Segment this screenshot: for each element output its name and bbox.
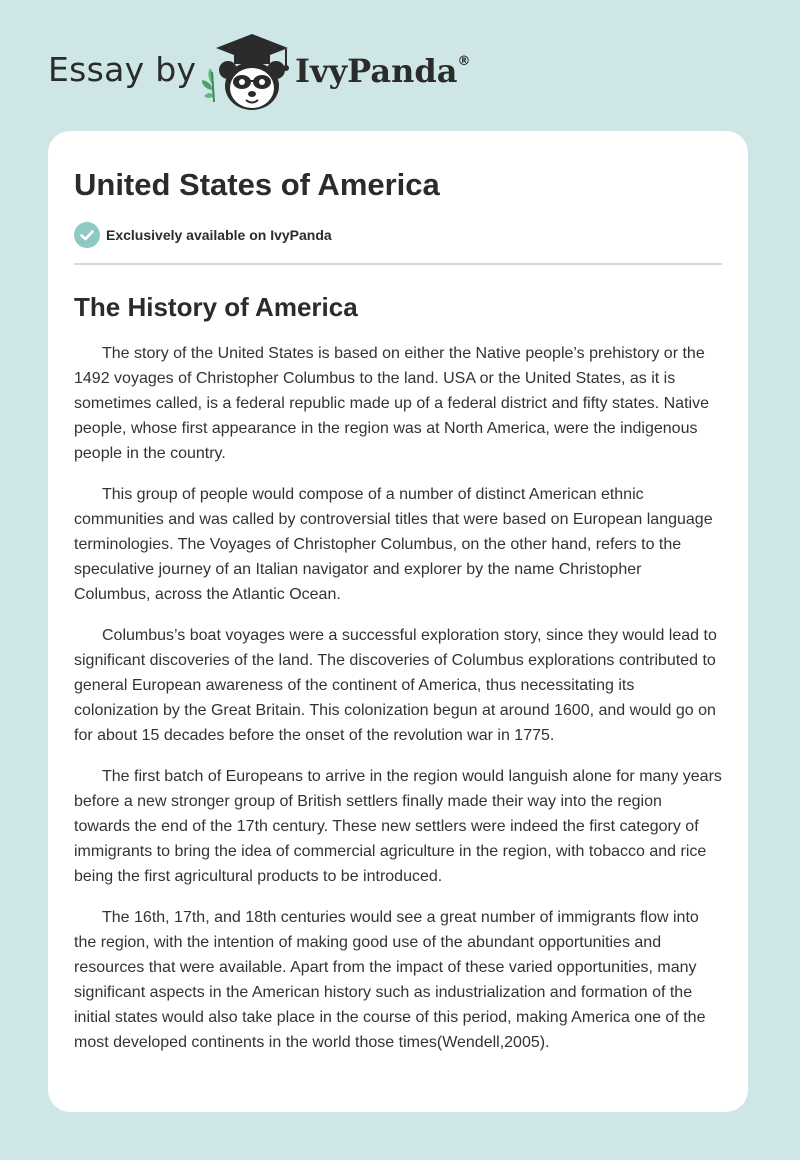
paragraph-5: The 16th, 17th, and 18th centuries would see a great number of immigrants flow into the region, with the intention of making good use of the abundant opportunities and resources that were available. Apart from the impact of these varied opportunities, many significant aspects in the American history such as industrialization and formation of the initial states would also take place in the course of this period, making America one of the most developed continents in the world those times(Wendell,2005). [74, 909, 706, 1051]
brand-text: IvyPanda [295, 52, 458, 90]
panda-graduate-logo-icon[interactable] [200, 32, 294, 112]
paragraph-2: This group of people would compose of a number of distinct American ethnic communities and was called by controversial titles that were based on European language terminologies. The Voyages of Christopher Columbus, on the other hand, refers to the speculative journey of an Italian navigator and explorer by the name Christopher Columbus, across the Atlantic Ocean. [74, 486, 713, 603]
essay-by-label: Essay by [48, 50, 197, 89]
paragraph-4: The first batch of Europeans to arrive in the region would languish alone for many years before a new stronger group of British settlers finally made their way into the region towards the end of the 17th century. These new settlers were indeed the first category of immigrants to bring the idea of commercial agriculture in the region, with tobacco and rice being the first agricultural products to be introduced. [74, 768, 722, 885]
divider [74, 263, 722, 265]
check-circle-icon [74, 222, 100, 248]
registered-mark: ® [457, 54, 471, 69]
page-title: United States of America [74, 167, 440, 202]
exclusive-badge [74, 222, 722, 248]
site-header [0, 0, 800, 130]
essay-card [48, 131, 748, 1112]
section-heading: The History of America [74, 292, 358, 322]
brand-name[interactable] [295, 52, 470, 90]
paragraph-1: The story of the United States is based on either the Native people’s prehistory or the 1492 voyages of Christopher Columbus to the land. USA or the United States, as it is sometimes called, is a federal republic made up of a federal district and fifty states. Native people, whose first appearance in the region was at North America, were the indigenous people in the country. [74, 345, 709, 462]
paragraph-3: Columbus’s boat voyages were a successful exploration story, since they would lead to significant discoveries of the land. The discoveries of Columbus explorations contributed to general European awareness of the continent of America, thus necessitating its colonization by the Great Britain. This colonization begun at around 1600, and would go on for about 15 decades before the onset of the revolution war in 1775. [74, 627, 717, 744]
badge-label: Exclusively available on IvyPanda [106, 227, 332, 243]
